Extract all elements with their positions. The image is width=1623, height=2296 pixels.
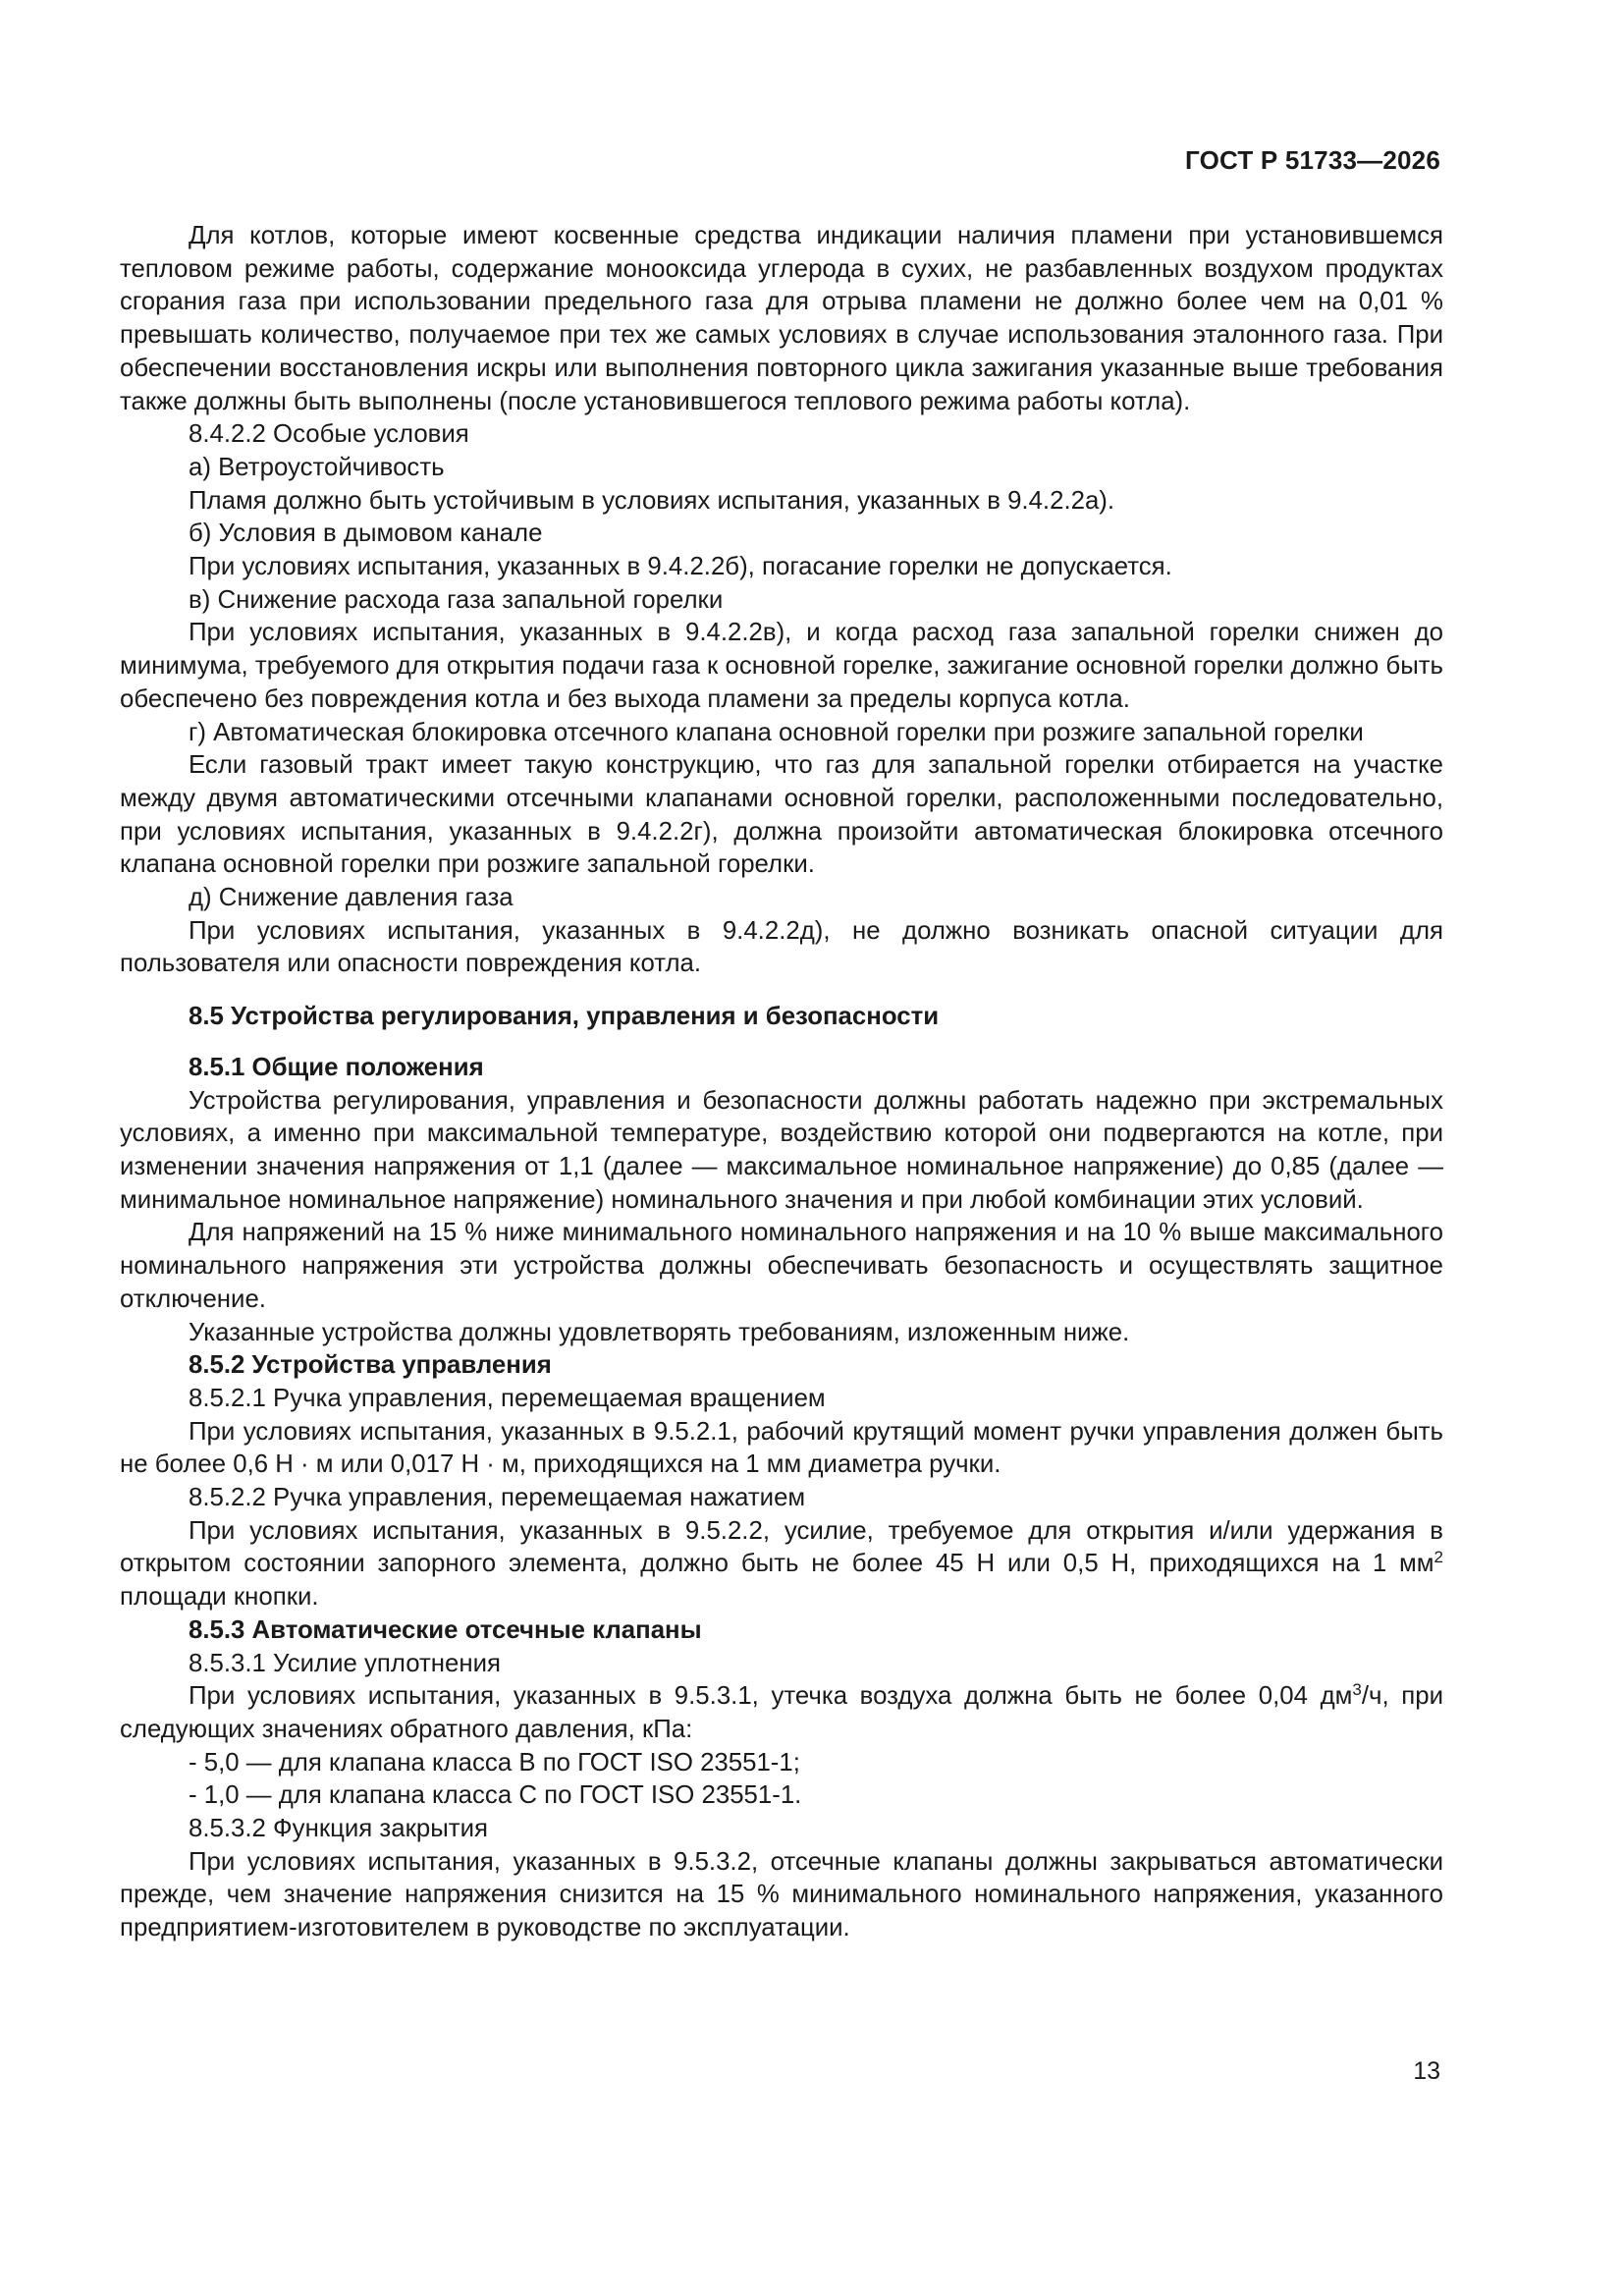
item-d-heading: д) Снижение давления газа [189, 884, 514, 912]
clause-8-5-3-1-text-a: При условиях испытания, указанных в 9.5.3.1, утечка воздуха должна быть не более 0,04 дм [189, 1682, 1353, 1711]
clause-8-5-3-1-text-b: /ч, при следующих значениях обратного давления, кПа: [120, 1682, 1443, 1743]
item-a-text: Пламя должно быть устойчивым в условиях испытания, указанных в 9.4.2.2а). [189, 486, 1115, 515]
superscript-2: 2 [1434, 1548, 1443, 1567]
item-b-heading: б) Условия в дымовом канале [189, 519, 543, 548]
clause-8-5-2-1-heading: 8.5.2.1 Ручка управления, перемещаемая вращением [189, 1384, 826, 1412]
clause-8-5-2-1-text: При условиях испытания, указанных в 9.5.2.1, рабочий крутящий момент ручки управления должен быть не более 0,6 Н · м или 0,017 Н · м, приходящихся на 1 мм диаметра ручки. [120, 1417, 1443, 1479]
item-a-heading: а) Ветроустойчивость [189, 453, 445, 481]
clause-8-5-1-paragraph-2: Для напряжений на 15 % ниже минимального номинального напряжения и на 10 % выше максимального номинального напряжения эти устройства должны обеспечивать безопасность и осуществлять защитное отключение. [120, 1219, 1443, 1313]
clause-8-5-1-paragraph-3: Указанные устройства должны удовлетворять требованиям, изложенным ниже. [189, 1318, 1130, 1346]
clause-8-5-3-1-heading: 8.5.3.1 Усилие уплотнения [189, 1649, 502, 1677]
list-item-class-b: - 5,0 — для клапана класса В по ГОСТ ISO 23551-1; [189, 1748, 800, 1777]
paragraph-intro: Для котлов, которые имеют косвенные средства индикации наличия пламени при установившемся тепловом режиме работы, содержание монооксида углерода в сухих, не разбавленных воздухом продуктах сгорания газа при использовании предельного газа для отрыва пламени не должно более чем на 0,01 % превышать количество, получаемое при тех же самых условиях в случае использования эталонного газа. При обеспечении восстановления искры или выполнения повторного цикла зажигания указанные выше требования также должны быть выполнены (после установившегося теплового режима работы котла). [120, 222, 1443, 415]
clause-8-5-2-2-text-a: При условиях испытания, указанных в 9.5.2.2, усилие, требуемое для открытия и/или удержания в открытом состоянии запорного элемента, должно быть не более 45 Н или 0,5 Н, приходящихся на 1 мм [120, 1516, 1443, 1578]
clause-8-5-3-2-heading: 8.5.3.2 Функция закрытия [189, 1815, 488, 1843]
list-item-class-c: - 1,0 — для клапана класса С по ГОСТ ISO 23551-1. [189, 1781, 802, 1810]
clause-8-5-2-2-text [120, 1515, 1443, 1614]
item-g-text: Если газовый тракт имеет такую конструкцию, что газ для запальной горелки отбирается на участке между двумя автоматическими отсечными клапанами основной горелки, расположенными последовательно, при условиях испытания, указанных в 9.4.2.2г), должна произойти автоматическая блокировка отсечного клапана основной горелки при розжиге запальной горелки. [120, 751, 1443, 879]
clause-8-5-3-heading: 8.5.3 Автоматические отсечные клапаны [189, 1615, 702, 1644]
page-number: 13 [1413, 2057, 1440, 2085]
clause-8-5-3-2-text: При условиях испытания, указанных в 9.5.3.2, отсечные клапаны должны закрываться автоматически прежде, чем значение напряжения снизится на 15 % минимального номинального напряжения, указанного предприятием-изготовителем в руководстве по эксплуатации. [120, 1847, 1443, 1942]
clause-8-5-2-heading: 8.5.2 Устройства управления [189, 1351, 552, 1380]
clause-8-5-1-heading: 8.5.1 Общие положения [189, 1053, 484, 1081]
clause-8-5-2-2-heading: 8.5.2.2 Ручка управления, перемещаемая нажатием [189, 1484, 806, 1512]
item-d-text: При условиях испытания, указанных в 9.4.2.2д), не должно возникать опасной ситуации для пользователя или опасности повреждения котла. [120, 916, 1443, 978]
superscript-3: 3 [1352, 1680, 1362, 1700]
item-b-text: При условиях испытания, указанных в 9.4.2.2б), погасание горелки не допускается. [189, 553, 1172, 581]
document-code-header: ГОСТ Р 51733—2026 [1185, 145, 1440, 175]
document-body [120, 220, 1443, 1945]
clause-8-5-2-2-text-b: площади кнопки. [120, 1583, 319, 1612]
clause-8-5-1-paragraph-1: Устройства регулирования, управления и безопасности должны работать надежно при экстремальных условиях, а именно при максимальной температуре, воздействию которой они подвергаются на котле, при изменении значения напряжения от 1,1 (далее — максимальное номинальное напряжение) до 0,85 (далее — минимальное номинальное напряжение) номинального значения и при любой комбинации этих условий. [120, 1086, 1443, 1214]
item-v-heading: в) Снижение расхода газа запальной горелки [189, 585, 724, 614]
clause-8-4-2-2-heading: 8.4.2.2 Особые условия [189, 420, 469, 449]
section-8-5-heading: 8.5 Устройства регулирования, управления и безопасности [189, 1003, 940, 1031]
item-g-heading: г) Автоматическая блокировка отсечного клапана основной горелки при розжиге запальной горелки [189, 718, 1364, 746]
clause-8-5-3-1-text [120, 1680, 1443, 1746]
item-v-text: При условиях испытания, указанных в 9.4.2.2в), и когда расход газа запальной горелки снижен до минимума, требуемого для открытия подачи газа к основной горелке, зажигание основной горелки должно быть обеспечено без повреждения котла и без выхода пламени за пределы корпуса котла. [120, 619, 1443, 713]
